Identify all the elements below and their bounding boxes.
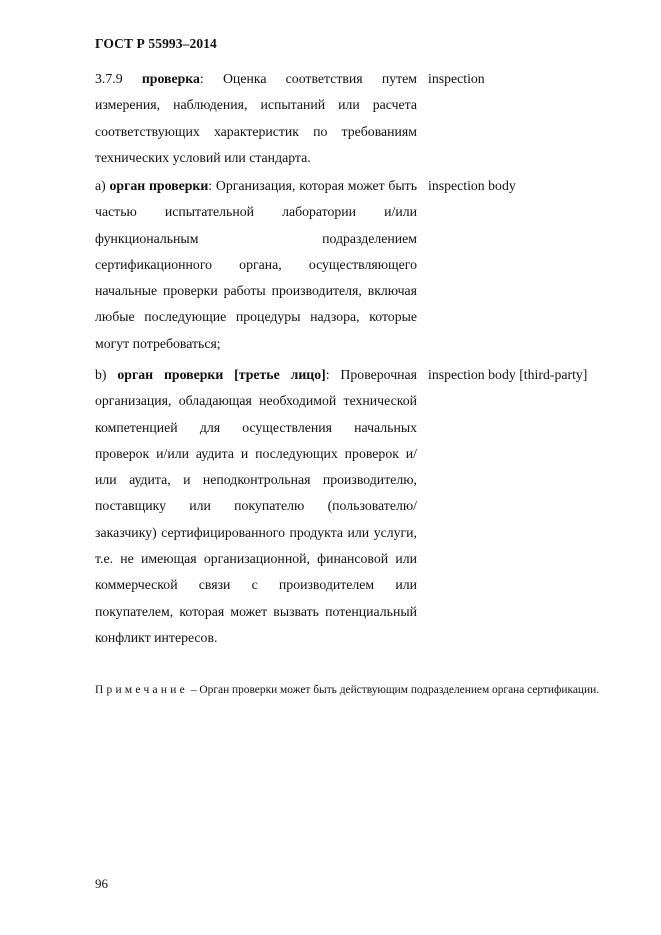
entry-definition: : Оценка соответствия путем измерения, наблюдения, испытаний или расчета соответствующих характеристик по требованиям технических условий или стандарта.: [95, 71, 417, 165]
entry-number: b): [95, 367, 107, 382]
english-equivalent: inspection body [third-party]: [428, 367, 588, 382]
entry-term: орган проверки [третье лицо]: [117, 367, 326, 382]
entry-definition: : Проверочная организация, обладающая необходимой технической компетенцией для осуществления начальных проверок и/или аудита и последующих проверок и/или аудита, и неподконтрольная производителю, поставщику или покупателю (пользователю/заказчику) сертифицированного продукта или услуги, т.е. не имеющая организационной, финансовой или коммерческой связи с производителем или покупателем, которая может вызвать потенциальный конфликт интересов.: [95, 367, 417, 645]
term-entry-inspection-body-third-party: [95, 362, 417, 651]
note: [95, 683, 617, 697]
note-label: Примечание: [95, 684, 189, 696]
english-equivalent: inspection body: [428, 178, 516, 193]
page-number: 96: [95, 876, 108, 891]
entry-definition: : Организация, которая может быть частью испытательной лаборатории и/или функциональным подразделением сертификационного органа, осуществляющего начальные проверки работы производителя, включая любые последующие процедуры надзора, которые могут потребоваться;: [95, 178, 417, 351]
note-text: – Орган проверки может быть действующим подразделением органа сертификации.: [188, 684, 600, 696]
entry-term: орган проверки: [109, 178, 209, 193]
entry-term: проверка: [141, 71, 200, 86]
document-header: ГОСТ Р 55993–2014: [95, 36, 217, 51]
entry-number: а): [95, 178, 106, 193]
entry-number: 3.7.9: [95, 71, 123, 86]
term-entry-inspection: [95, 66, 417, 171]
english-equivalent: inspection: [428, 71, 485, 86]
term-entry-inspection-body: [95, 173, 417, 357]
